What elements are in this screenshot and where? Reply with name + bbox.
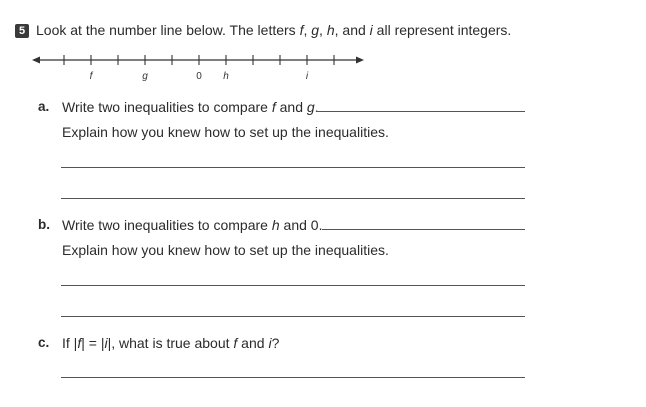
part-a-prompt: Write two inequalities to compare f and g.: [62, 99, 319, 115]
label-f: f: [89, 71, 93, 82]
label-zero: 0: [196, 71, 202, 82]
part-b-explain: Explain how you knew how to set up the inequalities.: [62, 242, 389, 258]
part-b-answer-line-2[interactable]: [61, 316, 525, 317]
label-g: g: [142, 71, 148, 82]
part-b-answer-line-1[interactable]: [61, 285, 525, 286]
part-c-prompt: If |f| = |i|, what is true about f and i?: [62, 335, 280, 351]
part-b-prompt: Write two inequalities to compare h and 0.: [62, 217, 323, 233]
label-h: h: [223, 71, 229, 82]
part-a-inline-answer-line[interactable]: [316, 111, 525, 112]
part-c-letter: c.: [38, 335, 50, 350]
part-b-inline-answer-line[interactable]: [322, 229, 525, 230]
label-i: i: [305, 71, 309, 82]
part-a-letter: a.: [38, 99, 50, 114]
question-number: 5: [15, 24, 29, 38]
part-a-answer-line-1[interactable]: [61, 167, 525, 168]
number-line: [30, 50, 370, 86]
part-a-explain: Explain how you knew how to set up the inequalities.: [62, 124, 389, 140]
question-stem: Look at the number line below. The letters f, g, h, and i all represent integers.: [36, 22, 512, 38]
part-a-answer-line-2[interactable]: [61, 198, 525, 199]
left-arrow-icon: [32, 57, 40, 64]
right-arrow-icon: [356, 57, 364, 64]
part-c-answer-line[interactable]: [61, 377, 525, 378]
part-b-letter: b.: [38, 217, 50, 232]
